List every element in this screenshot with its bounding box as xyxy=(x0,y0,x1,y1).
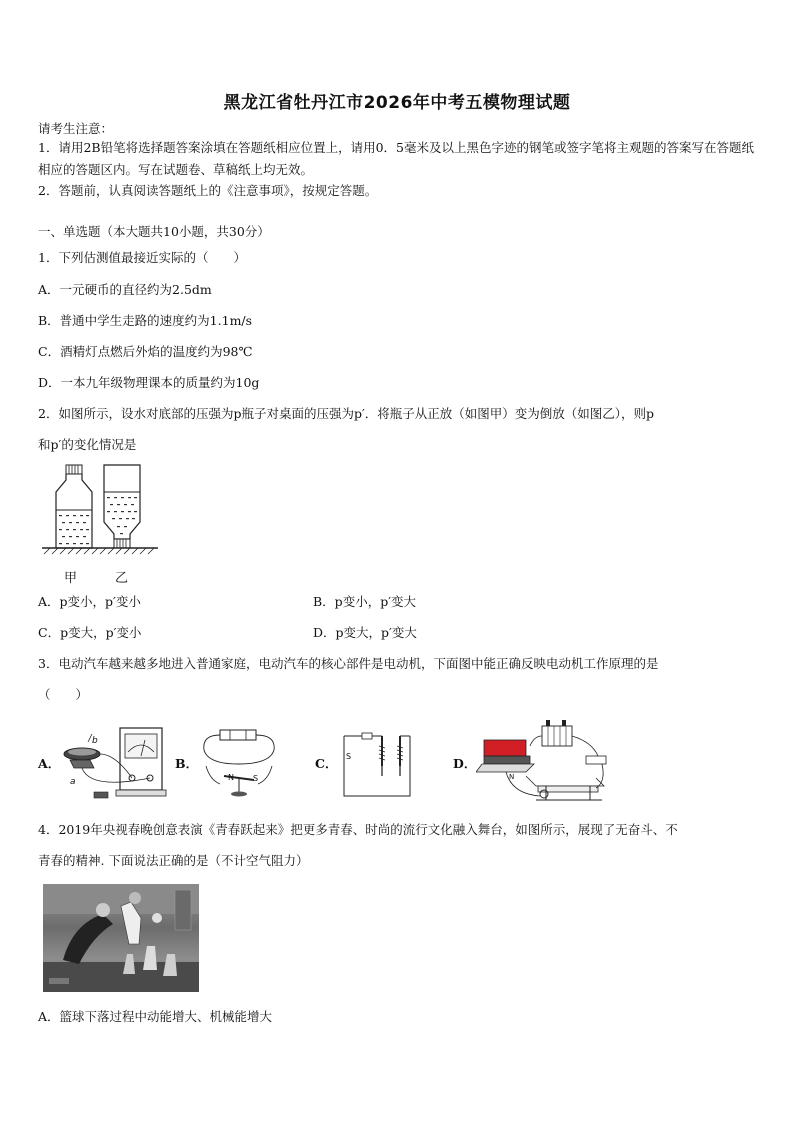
q3-option-c-label: C． xyxy=(315,756,338,771)
figure-label-yi: 乙 xyxy=(115,571,129,586)
q3-figure-a-galvanometer xyxy=(60,720,170,804)
figure-a-label-a: a xyxy=(70,777,76,787)
q2-stem-line1: 2．如图所示，设水对底部的压强为p瓶子对桌面的压强为p′．将瓶子从正放（如图甲）变为倒放（如图乙），则p xyxy=(38,406,655,421)
q2-option-d: D．p变大，p′变大 xyxy=(313,625,417,640)
q2-stem-line2: 和p′的变化情况是 xyxy=(38,437,137,452)
inverted-bottle xyxy=(104,465,140,548)
q2-option-a: A．p变小，p′变小 xyxy=(38,594,141,609)
notice-heading: 请考生注意： xyxy=(38,121,114,136)
figure-c-label-s: S xyxy=(346,752,352,761)
q3-stem-line1: 3．电动汽车越来越多地进入普通家庭，电动汽车的核心部件是电动机，下面图中能正确反映电动机工作原理的是 xyxy=(38,656,659,671)
q1-option-a: A．一元硬币的直径约为2.5dm xyxy=(38,282,212,297)
q1-stem: 1．下列估测值最接近实际的（ ） xyxy=(38,250,246,265)
q4-option-a: A．篮球下落过程中动能增大、机械能增大 xyxy=(38,1009,273,1024)
figure-b-label-n: N xyxy=(228,773,234,782)
table-hatching xyxy=(44,548,154,554)
q3-figure-c-electromagnet xyxy=(338,722,420,802)
q1-option-c: C．酒精灯点燃后外焰的温度约为98℃ xyxy=(38,344,253,359)
q2-option-b: B．p变小，p′变大 xyxy=(313,594,417,609)
figure-a-label-b: b xyxy=(92,736,98,746)
figure-d-label-n: N xyxy=(509,773,515,781)
page-title: 黑龙江省牡丹江市2026年中考五模物理试题 xyxy=(223,93,571,113)
notice-item-2: 2．答题前，认真阅读答题纸上的《注意事项》，按规定答题。 xyxy=(38,183,378,198)
section-heading: 一、单选题（本大题共10小题，共30分） xyxy=(38,224,270,239)
q4-stem-line2: 青春的精神. 下面说法正确的是（不计空气阻力） xyxy=(38,853,309,868)
q3-option-d-label: D． xyxy=(453,756,477,771)
q3-option-b-label: B． xyxy=(175,756,199,771)
q1-option-b: B．普通中学生走路的速度约为1.1m/s xyxy=(38,313,253,328)
q3-stem-line2: （ ） xyxy=(38,687,89,702)
notice-item-1: 1．请用2B铅笔将选择题答案涂填在答题纸相应位置上，请用0．5毫米及以上黑色字迹的钢笔或签字笔将主观题的答案写在答题纸相应的答题区内。写在试题卷、草稿纸上均无效。 xyxy=(38,140,754,177)
q3-figure-b-compass xyxy=(198,724,280,800)
figure-b-label-s: S xyxy=(253,774,259,783)
photo-content xyxy=(43,884,199,992)
stage-performance-photo xyxy=(43,884,199,992)
q2-option-c: C．p变大，p′变小 xyxy=(38,625,142,640)
upright-bottle xyxy=(56,465,92,548)
q3-figure-d-motor-circuit xyxy=(476,716,610,806)
q3-option-a-label: A． xyxy=(38,756,61,771)
q1-option-d: D．一本九年级物理课本的质量约为10g xyxy=(38,375,260,390)
q4-stem-line1: 4．2019年央视春晚创意表演《青春跃起来》把更多青春、时尚的流行文化融入舞台，如图所示，展现了无奋斗、不 xyxy=(38,822,678,837)
bottles-figure xyxy=(40,462,160,558)
figure-label-jia: 甲 xyxy=(64,571,78,586)
